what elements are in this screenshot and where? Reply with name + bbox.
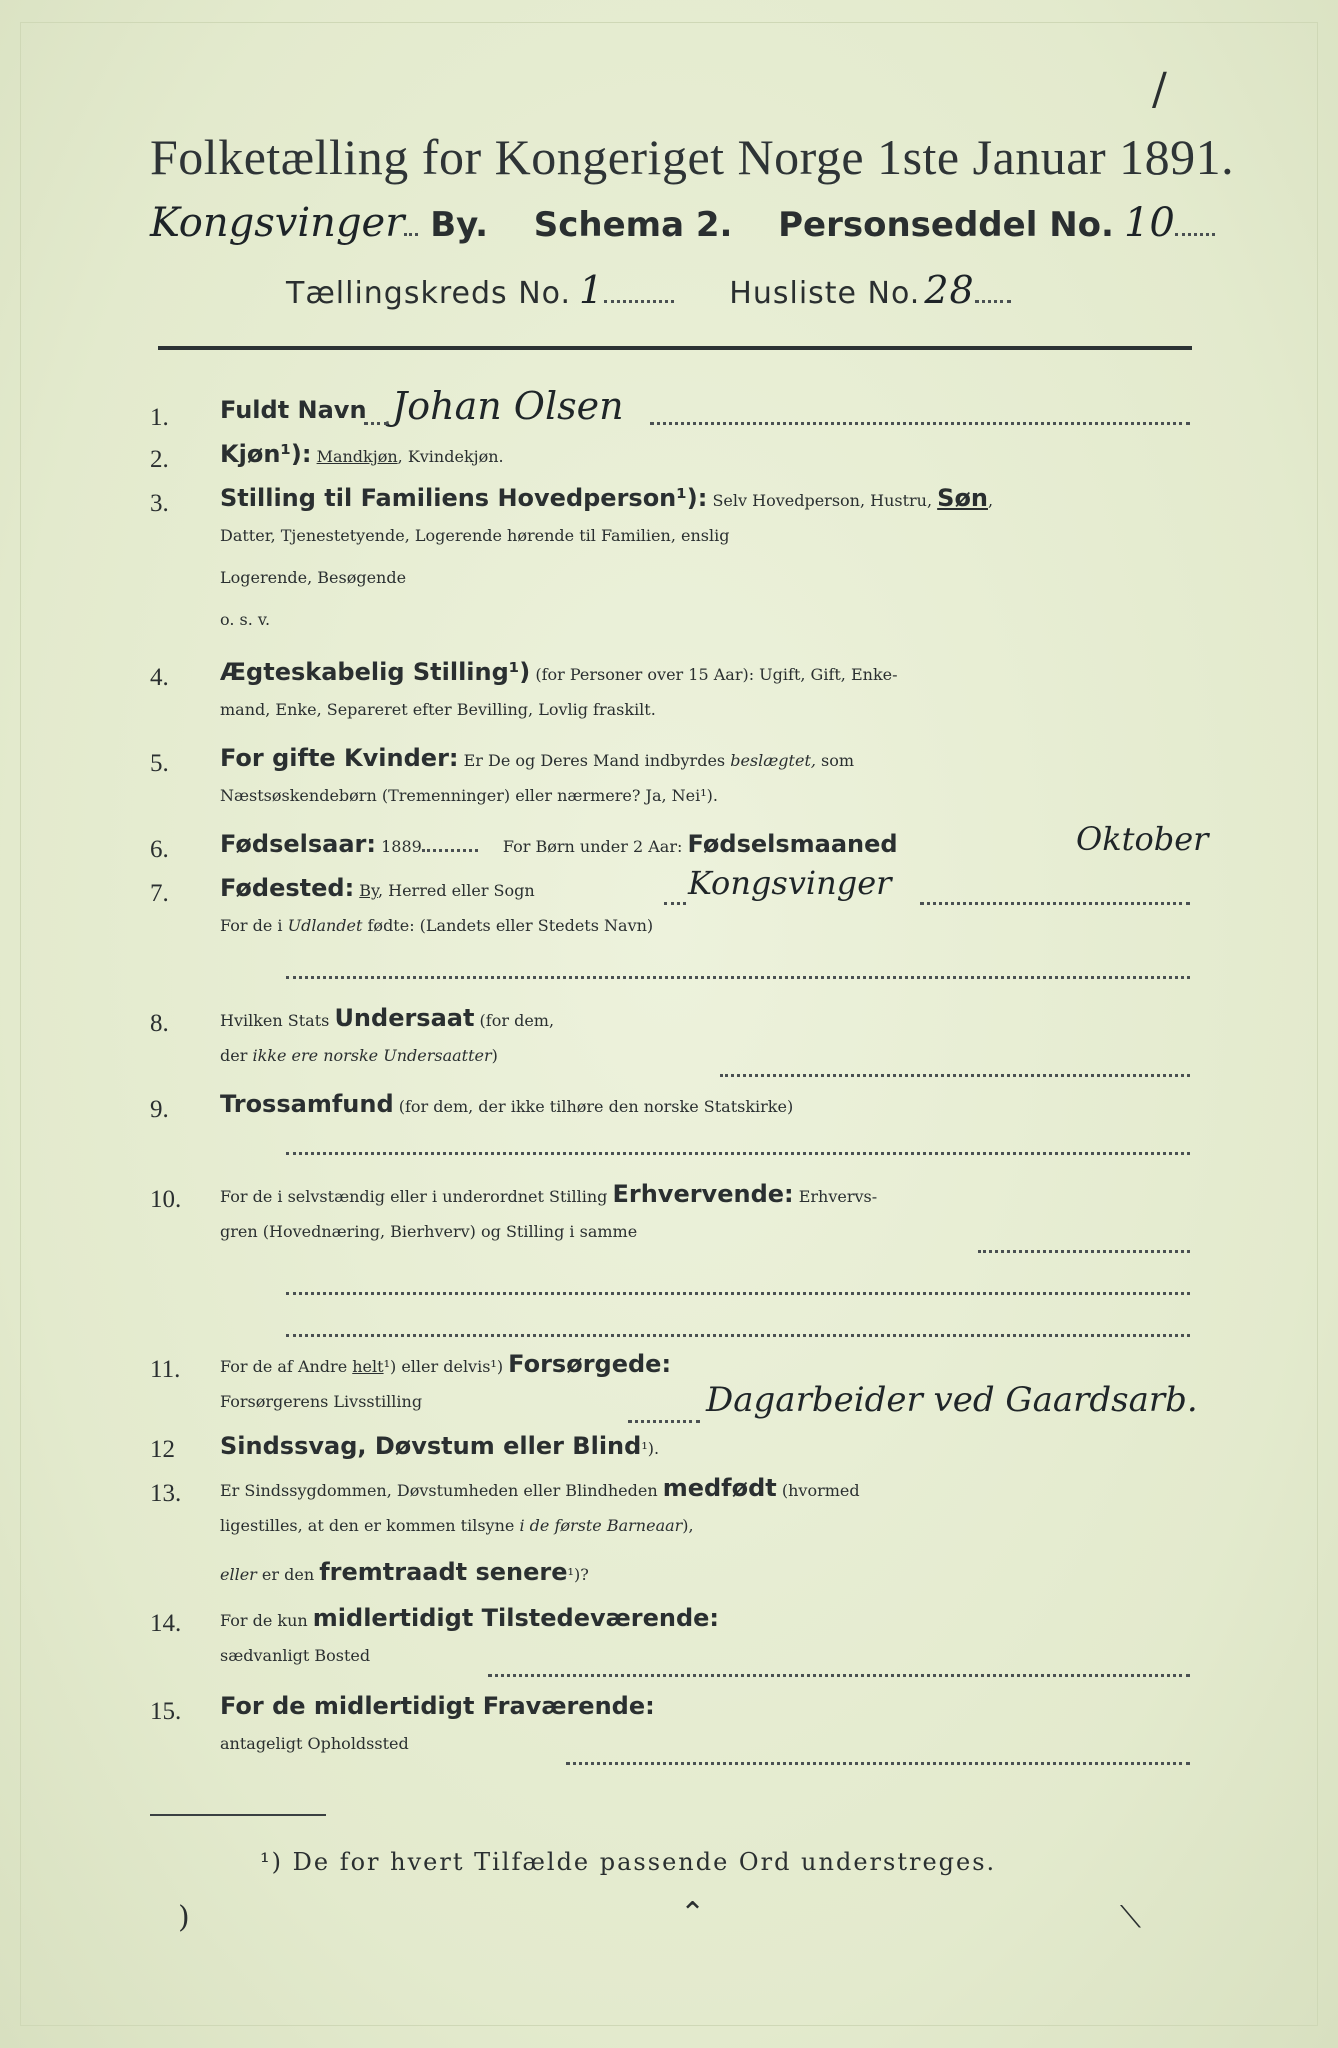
item-12-line xyxy=(220,1432,659,1460)
item-3-line-4: o. s. v. xyxy=(220,610,271,629)
sex-label: Kjøn¹): xyxy=(220,440,312,468)
footnote-rule xyxy=(150,1814,326,1816)
pencil-mark: / xyxy=(1152,64,1167,115)
occupation-label: Erhvervende: xyxy=(612,1180,794,1208)
under-two-label: For Børn under 2 Aar: xyxy=(502,837,683,856)
family-position-label: Stilling til Familiens Hovedperson¹): xyxy=(220,484,708,512)
item-15-line-1 xyxy=(220,1692,655,1720)
sex-female: , Kvindekjøn. xyxy=(397,447,504,466)
supporter-occupation-value: Dagarbeider ved Gaardsarb. xyxy=(706,1380,1198,1420)
item-number: 14. xyxy=(150,1610,182,1637)
supported-fully-underlined: helt xyxy=(352,1357,384,1376)
item-14-line-2: sædvanligt Bosted xyxy=(220,1646,371,1665)
header-rule xyxy=(158,346,1192,350)
childhood-italic: i de første Barneaar xyxy=(519,1516,683,1535)
husliste-label: Husliste No. xyxy=(729,276,921,311)
item-8-line-1 xyxy=(220,1004,554,1032)
item-6-line xyxy=(220,830,898,858)
item-3-line-2: Datter, Tjenestetyende, Logerende hørende til Familien, enslig xyxy=(220,526,730,545)
abroad-text-end: fødte: (Landets eller Stedets Navn) xyxy=(362,916,654,935)
item-number: 9. xyxy=(150,1096,169,1123)
town-name-handwritten: Kongsvinger xyxy=(150,200,405,246)
nationality-label: Undersaat xyxy=(334,1004,475,1032)
kreds-label: Tællingskreds No. xyxy=(286,276,571,311)
pencil-mark: ⟍ xyxy=(1120,1900,1141,1935)
item-3-line-1: Stilling til Familiens Hovedperson¹): Selv Hovedperson, Hustru, Søn, xyxy=(220,484,994,512)
item-13-line-2 xyxy=(220,1516,694,1535)
non-norwegian-end: ) xyxy=(491,1046,498,1065)
personseddel-label: Personseddel No. xyxy=(778,205,1114,245)
childhood-text: ligestilles, at den er kommen tilsyne xyxy=(220,1516,520,1535)
item-3-line-3: Logerende, Besøgende xyxy=(220,568,407,587)
married-women-text-end: som xyxy=(815,751,855,770)
family-position-son-underlined: Søn xyxy=(937,484,989,512)
religion-text: (for dem, der ikke tilhøre den norske Statskirke) xyxy=(393,1097,794,1116)
related-word: beslægtet, xyxy=(730,751,816,770)
husliste-number: 28 xyxy=(924,268,975,312)
full-name-value: Johan Olsen xyxy=(392,384,624,428)
item-9-line xyxy=(220,1090,793,1118)
item-4-line-1 xyxy=(220,658,898,686)
non-norwegian-italic: ikke ere norske Undersaatter xyxy=(252,1046,492,1065)
birthplace-value: Kongsvinger xyxy=(688,864,892,902)
item-number: 15. xyxy=(150,1698,182,1725)
item-number: 13. xyxy=(150,1480,182,1507)
item-13-line-3 xyxy=(220,1558,589,1586)
or-italic: eller xyxy=(220,1565,257,1584)
temporary-present-label: midlertidigt Tilstedeværende: xyxy=(312,1604,720,1632)
item-number: 1. xyxy=(150,404,169,431)
item-number: 10. xyxy=(150,1186,182,1213)
item-8-line-2 xyxy=(220,1046,498,1065)
full-name-label: Fuldt Navn xyxy=(220,396,367,424)
schema-label: Schema 2. xyxy=(533,205,733,245)
item-14-line-1 xyxy=(220,1604,719,1632)
congenital-label: medfødt xyxy=(662,1474,777,1502)
congenital-text: Er Sindssygdommen, Døvstumheden eller Blindheden xyxy=(220,1481,663,1500)
congenital-text-end: (hvormed xyxy=(776,1481,860,1500)
disability-label: Sindssvag, Døvstum eller Blind xyxy=(220,1432,642,1460)
non-norwegian-text: der xyxy=(220,1046,253,1065)
married-women-label: For gifte Kvinder: xyxy=(220,744,459,772)
temporary-present-text: For de kun xyxy=(220,1611,313,1630)
pencil-mark: ⌃ xyxy=(680,1896,706,1931)
item-11-line-1 xyxy=(220,1350,671,1378)
item-number: 6. xyxy=(150,836,169,863)
item-5-line-2: Næstsøskendebørn (Tremenninger) eller nærmere? Ja, Nei¹). xyxy=(220,786,718,805)
item-11-line-2: Forsørgerens Livsstilling xyxy=(220,1392,423,1411)
footnote: ¹) De for hvert Tilfælde passende Ord understreges. xyxy=(260,1848,997,1876)
disability-note: ¹). xyxy=(641,1439,660,1458)
childhood-end: ), xyxy=(682,1516,694,1535)
item-10-line-2: gren (Hovednæring, Bierhverv) og Stilling i samme xyxy=(220,1222,638,1241)
item-5-line-1 xyxy=(220,744,854,772)
personseddel-number: 10 xyxy=(1123,200,1175,246)
religion-label: Trossamfund xyxy=(220,1090,394,1118)
item-7-line-1 xyxy=(220,874,535,902)
birthplace-label: Fødested: xyxy=(220,874,355,902)
form-title: Folketælling for Kongeriget Norge 1ste Januar 1891. xyxy=(150,129,1235,185)
item-4-line-2: mand, Enke, Separeret efter Bevilling, Lovlig fraskilt. xyxy=(220,700,656,719)
nationality-text-end: (for dem, xyxy=(474,1011,555,1030)
marital-status-label: Ægteskabelig Stilling¹) xyxy=(220,658,531,686)
birthplace-options: , Herred eller Sogn xyxy=(377,881,535,900)
item-number: 8. xyxy=(150,1010,169,1037)
item-number: 11. xyxy=(150,1356,181,1383)
later-text: er den xyxy=(256,1565,320,1584)
nationality-text: Hvilken Stats xyxy=(220,1011,335,1030)
header-row xyxy=(150,200,1200,256)
birth-year-label: Fødselsaar: xyxy=(220,830,376,858)
supported-label: Forsørgede: xyxy=(508,1350,672,1378)
item-number: 7. xyxy=(150,880,169,907)
supported-text: For de af Andre xyxy=(220,1357,353,1376)
marital-status-options: (for Personer over 15 Aar): Ugift, Gift, Enke- xyxy=(530,665,898,684)
later-note: ¹)? xyxy=(567,1565,589,1584)
item-number: 4. xyxy=(150,664,169,691)
paper-edge xyxy=(20,22,1318,2026)
item-number: 2. xyxy=(150,446,169,473)
sex-male-underlined: Mandkjøn xyxy=(316,447,398,466)
supported-partly: ¹) eller delvis¹) xyxy=(383,1357,509,1376)
occupation-text-end: Erhvervs- xyxy=(793,1187,878,1206)
kreds-number: 1 xyxy=(579,268,605,312)
kreds-row xyxy=(286,268,1186,316)
birthplace-by-underlined: By xyxy=(359,881,378,900)
married-women-text: Er De og Deres Mand indbyrdes xyxy=(458,751,731,770)
item-10-line-1 xyxy=(220,1180,877,1208)
item-number: 3. xyxy=(150,490,169,517)
family-position-options: Selv Hovedperson, Hustru, xyxy=(707,491,938,510)
birth-month-value: Oktober xyxy=(1076,820,1209,858)
abroad-word: Udlandet xyxy=(287,916,363,935)
item-1-line xyxy=(220,396,367,424)
by-label: By. xyxy=(430,205,489,245)
later-label: fremtraadt senere xyxy=(319,1558,568,1586)
item-2-line xyxy=(220,440,504,468)
item-13-line-1 xyxy=(220,1474,860,1502)
occupation-text: For de i selvstændig eller i underordnet Stilling xyxy=(220,1187,613,1206)
item-number: 12 xyxy=(150,1436,175,1463)
abroad-text: For de i xyxy=(220,916,288,935)
item-7-line-2 xyxy=(220,916,653,935)
birth-year-value: 1889 xyxy=(381,837,422,856)
item-number: 5. xyxy=(150,750,169,777)
temporary-absent-label: For de midlertidigt Fraværende: xyxy=(220,1692,655,1720)
pencil-mark: ) xyxy=(178,1900,190,1935)
item-15-line-2: antageligt Opholdssted xyxy=(220,1734,409,1753)
birth-month-label: Fødselsmaaned xyxy=(687,830,898,858)
